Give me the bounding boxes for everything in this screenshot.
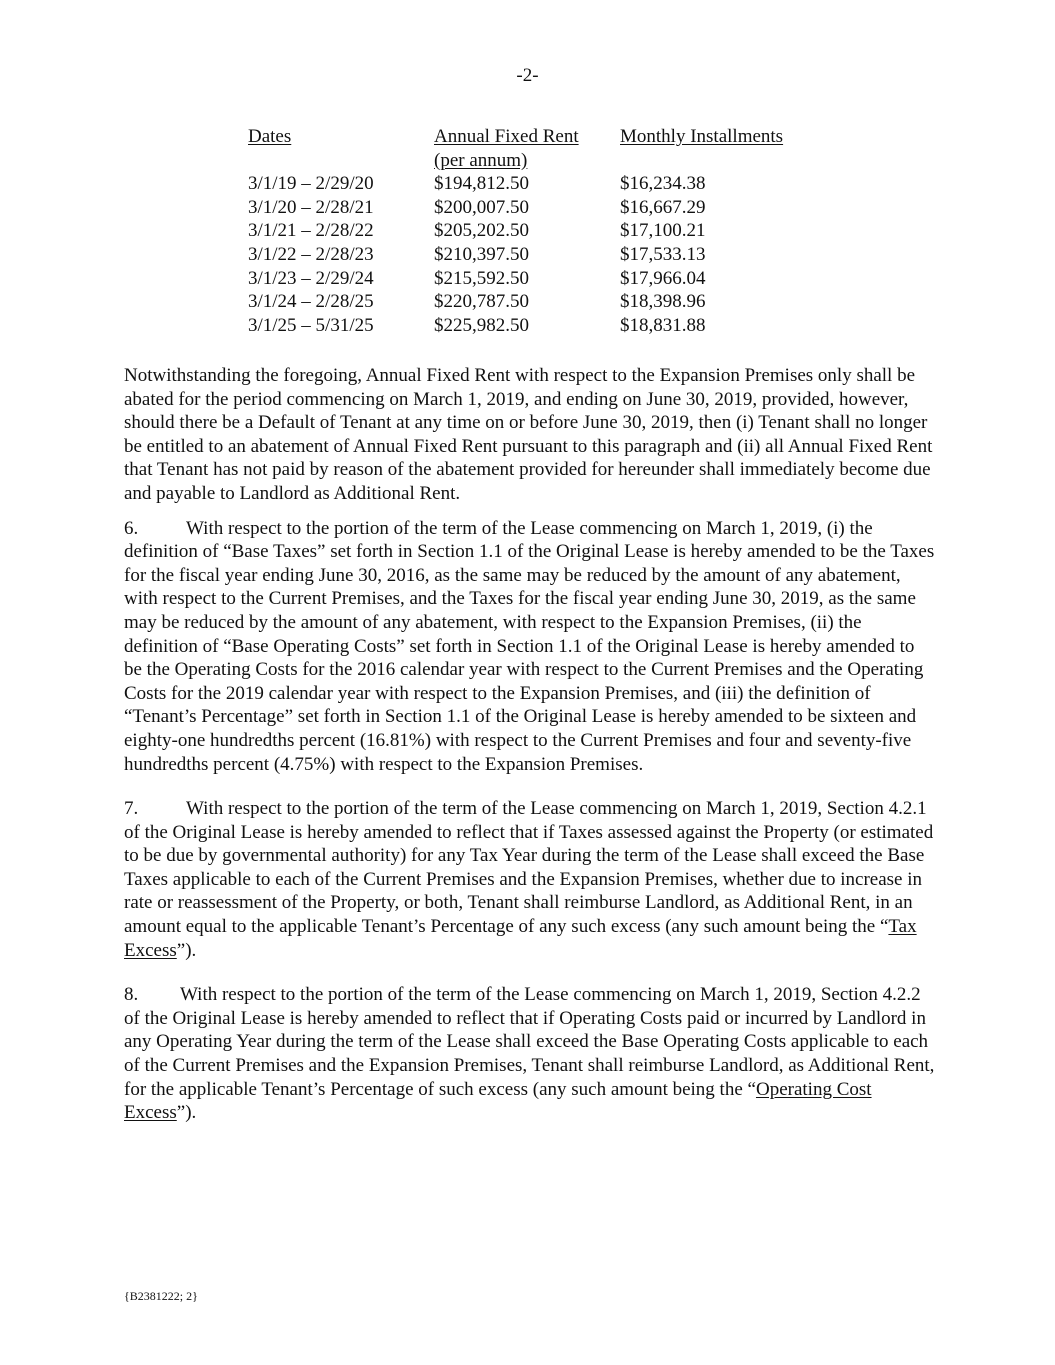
table-row	[248, 243, 820, 267]
section-8-number: 8.	[124, 984, 139, 1006]
tax-excess-term: Tax Excess	[124, 916, 917, 961]
cell-dates: 3/1/19 – 2/29/20	[248, 173, 374, 195]
table-row	[248, 219, 820, 243]
operating-cost-excess-term: Operating Cost Excess	[124, 1078, 872, 1124]
table-row	[248, 290, 820, 314]
cell-dates: 3/1/21 – 2/28/22	[248, 220, 374, 242]
cell-annual-rent: $220,787.50	[434, 291, 529, 313]
cell-monthly: $17,100.21	[620, 220, 706, 242]
section-7-text: With respect to the portion of the term of the Lease commencing on March 1, 2019, Section 4.2.1 of the Original Lease is hereby amended to reflect that if Taxes assessed against the Property (or estimated to be due by governmental authority) for any Tax Year during the term of the Lease shall exceed the Base Taxes applicable to each of the Current Premises and the Expansion Premises, whether due to increase in rate or reassessment of the Property, or both, Tenant shall reimburse Landlord, as Additional Rent, in an amount equal to the applicable Tenant’s Percentage of any such excess (any such amount being the “	[124, 798, 934, 938]
section-6-number: 6.	[124, 517, 139, 539]
header-dates: Dates	[248, 126, 292, 147]
cell-annual-rent: $194,812.50	[434, 173, 529, 195]
cell-annual-rent: $215,592.50	[434, 267, 529, 289]
table-row	[248, 196, 820, 220]
section-7-end: ”).	[176, 939, 197, 961]
section-8-text: With respect to the portion of the term of the Lease commencing on March 1, 2019, Section 4.2.2 of the Original Lease is hereby amended to reflect that if Operating Costs paid or incurred by Landlord in any Operating Year during the term of the Lease shall exceed the Base Operating Costs applicable to each of the Current Premises and the Expansion Premises, Tenant shall reimburse Landlord, as Additional Rent, for the applicable Tenant’s Percentage of such excess (any such amount being the “	[124, 984, 935, 1100]
cell-monthly: $17,966.04	[620, 267, 706, 289]
table-header-row	[248, 125, 820, 172]
document-body	[124, 364, 936, 1125]
header-per-annum: (per annum)	[434, 149, 528, 171]
table-row	[248, 172, 820, 196]
cell-dates: 3/1/25 – 5/31/25	[248, 314, 374, 336]
cell-annual-rent: $200,007.50	[434, 196, 529, 218]
section-7-paragraph	[124, 797, 936, 962]
section-8-paragraph	[124, 983, 936, 1125]
rent-schedule-table	[248, 125, 820, 337]
cell-dates: 3/1/23 – 2/29/24	[248, 267, 374, 289]
cell-annual-rent: $205,202.50	[434, 220, 529, 242]
cell-annual-rent: $225,982.50	[434, 314, 529, 336]
abatement-paragraph: Notwithstanding the foregoing, Annual Fixed Rent with respect to the Expansion Premises only shall be abated for the period commencing on March 1, 2019, and ending on June 30, 2019, provided, however, should there be a Default of Tenant at any time on or before June 30, 2019, then (i) Tenant shall no longer be entitled to an abatement of Annual Fixed Rent pursuant to this paragraph and (ii) all Annual Fixed Rent that Tenant has not paid by reason of the abatement provided for hereunder shall immediately become due and payable to Landlord as Additional Rent.	[124, 365, 933, 504]
section-6-text: With respect to the portion of the term of the Lease commencing on March 1, 2019, (i) the definition of “Base Taxes” set forth in Section 1.1 of the Original Lease is hereby amended to be the Taxes for the fiscal year ending June 30, 2016, as the same may be reduced by the amount of any abatement, with respect to the Current Premises, and the Taxes for the fiscal year ending June 30, 2019, as the same may be reduced by the amount of any abatement, with respect to the Expansion Premises, (ii) the definition of “Base Operating Costs” set forth in Section 1.1 of the Original Lease is hereby amended to be the Operating Costs for the 2016 calendar year with respect to the Current Premises and the Operating Costs for the 2019 calendar year with respect to the Expansion Premises, and (iii) the definition of “Tenant’s Percentage” set forth in Section 1.1 of the Original Lease is hereby amended to be sixteen and eighty-one hundredths percent (16.81%) with respect to the Current Premises and four and seventy-five hundredths percent (4.75%) with respect to the Expansion Premises.	[124, 517, 935, 775]
cell-dates: 3/1/24 – 2/28/25	[248, 291, 374, 313]
section-6-paragraph	[124, 517, 936, 777]
table-row	[248, 267, 820, 291]
page-number: -2-	[516, 65, 539, 86]
section-8-end: ”).	[176, 1102, 197, 1124]
cell-monthly: $18,398.96	[620, 291, 706, 313]
cell-monthly: $18,831.88	[620, 314, 706, 336]
cell-monthly: $16,667.29	[620, 196, 706, 218]
section-7-number: 7.	[124, 798, 139, 820]
table-row	[248, 314, 820, 338]
cell-monthly: $17,533.13	[620, 243, 706, 265]
header-monthly-installments: Monthly Installments	[620, 126, 784, 147]
cell-dates: 3/1/20 – 2/28/21	[248, 196, 374, 218]
cell-dates: 3/1/22 – 2/28/23	[248, 243, 374, 265]
document-footer-id: {B2381222; 2}	[124, 1289, 198, 1303]
cell-monthly: $16,234.38	[620, 173, 706, 195]
cell-annual-rent: $210,397.50	[434, 243, 529, 265]
header-annual-fixed-rent: Annual Fixed Rent (per annum)	[434, 126, 579, 171]
